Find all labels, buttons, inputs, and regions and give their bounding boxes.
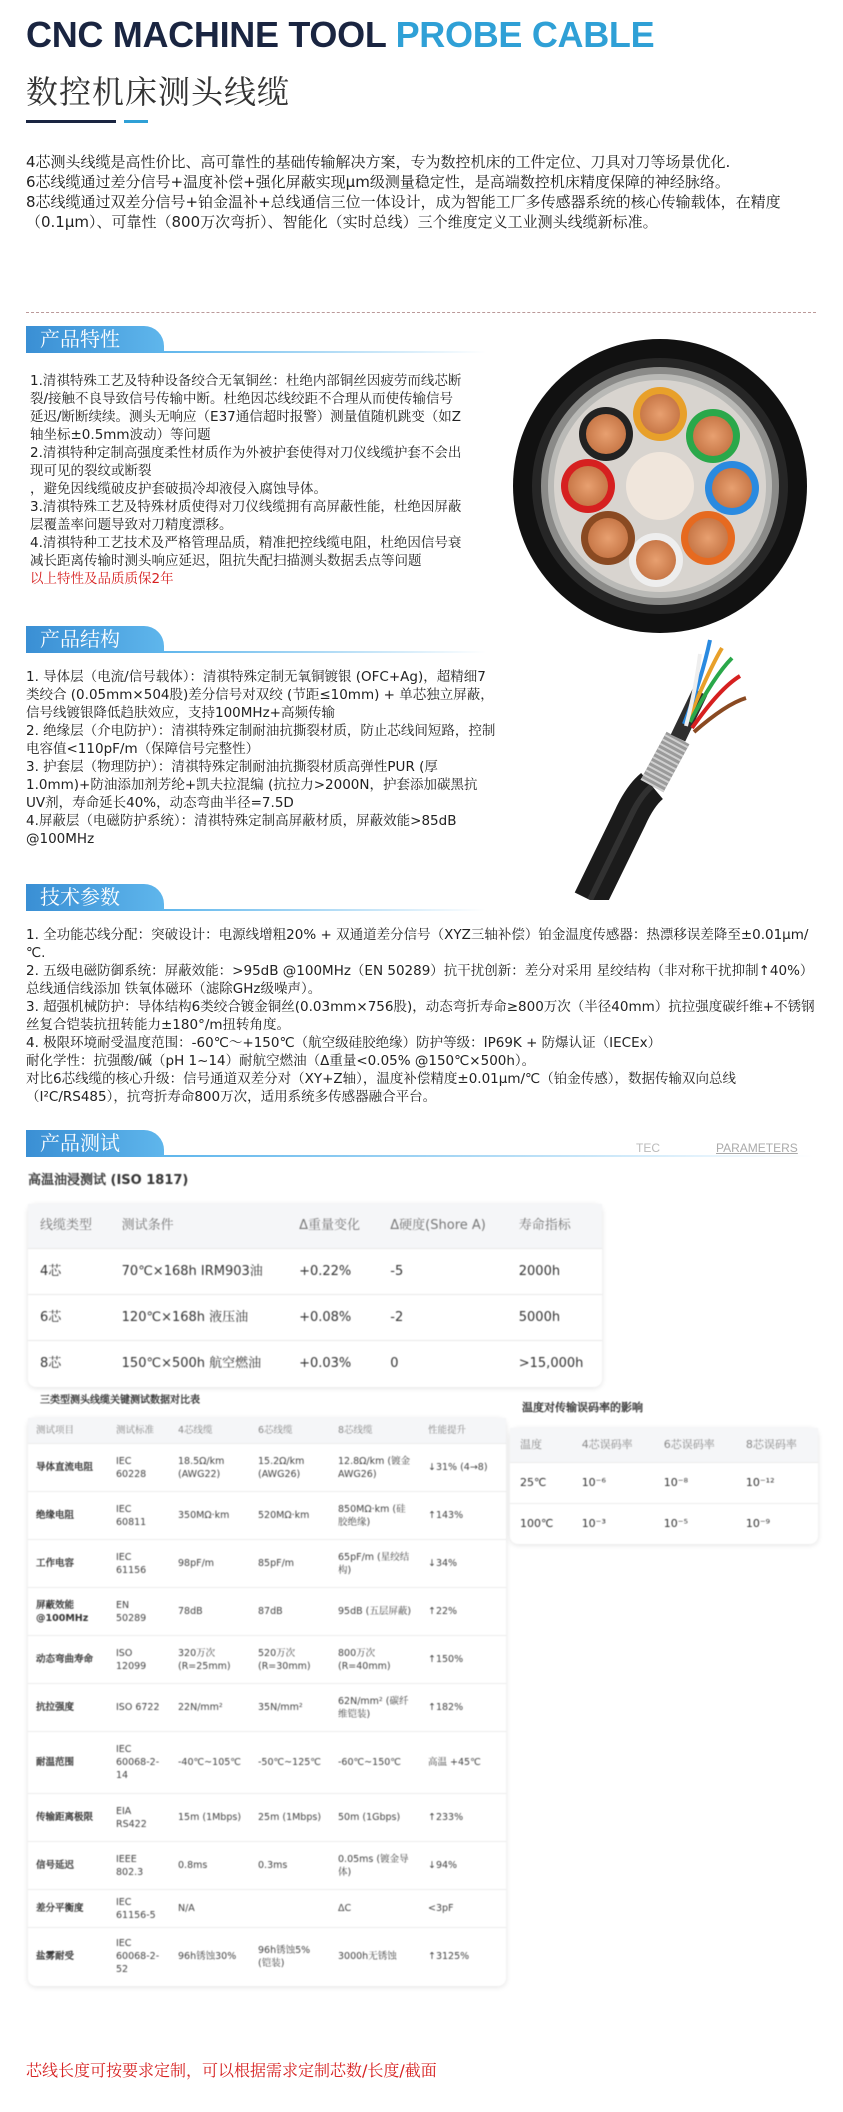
column-header: 温度 (510, 1428, 572, 1463)
table-row (510, 1504, 818, 1545)
tab-tec[interactable]: TEC (636, 1141, 660, 1155)
table-cell: 3000h无锈蚀 (330, 1928, 420, 1986)
structure-item: 4.屏蔽层（电磁防护系统）：清祺特殊定制高屏蔽材质，屏蔽效能>85dB @100MHz (26, 813, 457, 847)
table-cell: 25m (1Mbps) (250, 1794, 330, 1842)
table-row (28, 1794, 506, 1842)
table-row (28, 1341, 602, 1387)
table-cell: 65pF/m (星绞结构) (330, 1540, 420, 1588)
immersion-table-card (28, 1204, 602, 1387)
table-cell: 10⁻³ (572, 1504, 654, 1545)
table-cell: 87dB (250, 1588, 330, 1636)
table-cell: 98pF/m (170, 1540, 250, 1588)
intro-text (26, 152, 816, 232)
table-cell: 25℃ (510, 1463, 572, 1504)
column-header: 寿命指标 (507, 1204, 602, 1249)
table-cell: 10⁻⁹ (736, 1504, 818, 1545)
table-cell: 850MΩ·km (硅胶绝缘) (330, 1492, 420, 1540)
table-row (28, 1249, 602, 1295)
table-cell: 100℃ (510, 1504, 572, 1545)
table-cell: 320万次 (R=25mm) (170, 1636, 250, 1684)
table-cell: 绝缘电阻 (28, 1492, 108, 1540)
table-cell: EIA RS422 (108, 1794, 170, 1842)
table-cell: ↑3125% (420, 1928, 506, 1986)
column-header: 线缆类型 (28, 1204, 110, 1249)
intro-paragraph: 4芯测头线缆是高性价比、高可靠性的基础传输解决方案，专为数控机床的工件定位、刀具对刀等场景优化. (26, 153, 731, 171)
table-cell: ↓94% (420, 1842, 506, 1890)
column-header: 测试条件 (110, 1204, 287, 1249)
table-cell: 15m (1Mbps) (170, 1794, 250, 1842)
table-row (28, 1636, 506, 1684)
warranty-note: 以上特性及品质质保2年 (30, 571, 174, 587)
table-cell: 2000h (507, 1249, 602, 1295)
table-cell: 18.5Ω/km (AWG22) (170, 1444, 250, 1492)
column-header: 8芯误码率 (736, 1428, 818, 1463)
table-cell: 22N/mm² (170, 1684, 250, 1732)
table-cell: 85pF/m (250, 1540, 330, 1588)
compare-table (28, 1418, 506, 1986)
table-cell: ↑150% (420, 1636, 506, 1684)
table-cell: >15,000h (507, 1341, 602, 1387)
table-row (28, 1890, 506, 1928)
table-cell: ↑182% (420, 1684, 506, 1732)
table-cell: -60℃~150℃ (330, 1732, 420, 1794)
table-cell: 4芯 (28, 1249, 110, 1295)
table-row (28, 1588, 506, 1636)
table-cell: IEC 60228 (108, 1444, 170, 1492)
table-cell: -2 (378, 1295, 506, 1341)
column-header: 4芯误码率 (572, 1428, 654, 1463)
table-cell: 传输距离极限 (28, 1794, 108, 1842)
table-cell: +0.22% (287, 1249, 378, 1295)
table-cell: 150℃×500h 航空燃油 (110, 1341, 287, 1387)
table-cell: IEC 60068-2-52 (108, 1928, 170, 1986)
compare-title: 三类型测头线缆关键测试数据对比表 (40, 1395, 200, 1406)
table-row (28, 1540, 506, 1588)
column-header: 测试项目 (28, 1418, 108, 1444)
column-header: 4芯线缆 (170, 1418, 250, 1444)
feature-item: ，避免因线缆破皮护套破损冷却液侵入腐蚀导体。 (30, 481, 327, 497)
section-header-features (26, 326, 486, 353)
table-cell: 抗拉强度 (28, 1684, 108, 1732)
table-cell: 78dB (170, 1588, 250, 1636)
section-header-params (26, 884, 486, 911)
column-header: Δ重量变化 (287, 1204, 378, 1249)
table-cell: 10⁻¹² (736, 1463, 818, 1504)
table-cell: 62N/mm² (碳纤维铠装) (330, 1684, 420, 1732)
table-cell: ↓34% (420, 1540, 506, 1588)
table-cell: 0.05ms (镀金导体) (330, 1842, 420, 1890)
table-cell: 95dB (五层屏蔽) (330, 1588, 420, 1636)
table-cell: ↑143% (420, 1492, 506, 1540)
table-cell: IEEE 802.3 (108, 1842, 170, 1890)
table-cell: ↑22% (420, 1588, 506, 1636)
cable-cross-section-image (510, 336, 810, 636)
intro-paragraph: 6芯线缆通过差分信号+温度补偿+强化屏蔽实现μm级测量稳定性，是高端数控机床精度保障的神经脉络。 (26, 173, 730, 191)
table-cell: 0 (378, 1341, 506, 1387)
table-cell: IEC 61156-5 (108, 1890, 170, 1928)
table-cell: 120℃×168h 液压油 (110, 1295, 287, 1341)
table-cell: 50m (1Gbps) (330, 1794, 420, 1842)
table-cell: 12.8Ω/km (镀金AWG26) (330, 1444, 420, 1492)
column-header: Δ硬度(Shore A) (378, 1204, 506, 1249)
table-cell: 10⁻⁶ (572, 1463, 654, 1504)
table-cell: 520MΩ·km (250, 1492, 330, 1540)
structure-item: 2. 绝缘层（介电防护）：清祺特殊定制耐油抗撕裂材质，防止芯线间短路，控制电容值<110pF/m（保障信号完整性） (26, 723, 496, 757)
structure-item: 1. 导体层（电流/信号载体）：清祺特殊定制无氧铜镀银 (OFC+Ag)，超精细7类绞合 (0.05mm×504股)差分信号对双绞 (节距≤10mm) + 单芯独立屏蔽，信号线镀银降低趋肤效应，支持100MHz+高频传输 (26, 669, 494, 721)
feature-item: 4.清祺特种工艺技术及严格管理品质，精准把控线缆电阻，杜绝因信号衰减长距离传输时测头响应延迟，阻抗失配扫描测头数据丢点等问题 (30, 535, 462, 569)
table-cell: 差分平衡度 (28, 1890, 108, 1928)
table-cell: <3pF (420, 1890, 506, 1928)
error-rate-table (510, 1428, 818, 1544)
table-cell: ↓31% (4→8) (420, 1444, 506, 1492)
title-underline-blue (124, 120, 148, 123)
structure-item: 3. 护套层（物理防护）：清祺特殊定制耐油抗撕裂材质高弹性PUR (厚1.0mm)+防油添加剂芳纶+凯夫拉混编 (抗拉力>2000N，护套添加碳黑抗UV剂，寿命延长40%，动态弯曲半径=7.5D (26, 759, 478, 811)
param-item: 对比6芯线缆的核心升级：信号通道双差分对（XY+Z轴），温度补偿精度±0.01μm/℃（铂金传感），数据传输双向总线（I²C/RS485），抗弯折寿命800万次，适用系统多传感器融合平台。 (26, 1071, 736, 1105)
title-en-dark: CNC MACHINE TOOL (26, 14, 386, 55)
table-row (510, 1463, 818, 1504)
param-item: 耐化学性：抗强酸/碱（pH 1~14）耐航空燃油（Δ重量<0.05% @150℃×500h）。 (26, 1053, 536, 1069)
table-cell: 屏蔽效能 @100MHz (28, 1588, 108, 1636)
table-cell: 0.3ms (250, 1842, 330, 1890)
section-title: 技术参数 (40, 885, 120, 909)
feature-item: 2.清祺特种定制高强度柔性材质作为外被护套使得对刀仪线缆护套不会出现可见的裂纹或断裂 (30, 445, 462, 479)
column-header: 6芯误码率 (654, 1428, 736, 1463)
intro-paragraph: 8芯线缆通过双差分信号+铂金温补+总线通信三位一体设计，成为智能工厂多传感器系统的核心传输载体，在精度（0.1μm）、可靠性（800万次弯折）、智能化（实时总线）三个维度定义工业测头线缆新标准。 (26, 193, 781, 231)
compare-table-card (28, 1418, 506, 1986)
footer-note: 芯线长度可按要求定制，可以根据需求定制芯数/长度/截面 (26, 2061, 437, 2080)
table-cell: 0.8ms (170, 1842, 250, 1890)
table-cell: IEC 60068-2-14 (108, 1732, 170, 1794)
structure-list (26, 668, 496, 848)
table-row (28, 1444, 506, 1492)
table-cell: ISO 12099 (108, 1636, 170, 1684)
table-row (28, 1295, 602, 1341)
table-row (28, 1928, 506, 1986)
table-cell: 8芯 (28, 1341, 110, 1387)
param-item: 1. 全功能芯线分配：突破设计：电源线增粗20% + 双通道差分信号（XYZ三轴补偿）铂金温度传感器：热漂移误差降至±0.01μm/℃. (26, 927, 809, 961)
immersion-title: 高温油浸测试 (ISO 1817) (28, 1173, 189, 1188)
table-cell: 96h锈蚀30% (170, 1928, 250, 1986)
table-cell: 6芯 (28, 1295, 110, 1341)
section-title: 产品特性 (40, 327, 120, 351)
table-row (28, 1492, 506, 1540)
section-title: 产品测试 (40, 1131, 120, 1155)
error-rate-table-card (510, 1428, 818, 1544)
table-cell: +0.08% (287, 1295, 378, 1341)
table-cell: IEC 61156 (108, 1540, 170, 1588)
table-cell: ↑233% (420, 1794, 506, 1842)
table-cell: 盐雾耐受 (28, 1928, 108, 1986)
param-item: 4. 极限环境耐受温度范围：-60℃～+150℃（航空级硅胶绝缘）防护等级：IP69K + 防爆认证（IECEx） (26, 1035, 662, 1051)
immersion-table (28, 1204, 602, 1387)
table-cell: +0.03% (287, 1341, 378, 1387)
table-row (28, 1842, 506, 1890)
table-cell: 信号延迟 (28, 1842, 108, 1890)
feature-item: 1.清祺特殊工艺及特种设备绞合无氧铜丝：杜绝内部铜丝因疲劳而线芯断裂/接触不良导致信号传输中断。杜绝因芯线绞距不合理从而使传输信号延迟/断断续续。测头无响应（E37通信超时报警）测量值随机跳变（如Z轴坐标±0.5mm波动）等问题 (30, 373, 462, 443)
table-cell: 高温 +45℃ (420, 1732, 506, 1794)
table-cell: 350MΩ·km (170, 1492, 250, 1540)
dashed-divider (26, 312, 816, 313)
table-cell: 耐温范围 (28, 1732, 108, 1794)
table-row (28, 1684, 506, 1732)
table-cell: -5 (378, 1249, 506, 1295)
feature-item: 3.清祺特殊工艺及特殊材质使得对刀仪线缆拥有高屏蔽性能，杜绝因屏蔽层覆盖率问题导致对刀精度漂移。 (30, 499, 462, 533)
table-cell: 5000h (507, 1295, 602, 1341)
page-title-en (26, 12, 654, 58)
column-header: 测试标准 (108, 1418, 170, 1444)
table-cell: 10⁻⁸ (654, 1463, 736, 1504)
table-cell: 520万次 (R=30mm) (250, 1636, 330, 1684)
table-cell: -50℃~125℃ (250, 1732, 330, 1794)
tab-parameters[interactable]: PARAMETERS (716, 1141, 798, 1155)
param-item: 3. 超强机械防护：导体结构6类绞合镀金铜丝(0.03mm×756股)，动态弯折寿命≥800万次（半径40mm）抗拉强度碳纤维+不锈钢丝复合铠装抗扭转能力±180°/m扭转角度。 (26, 999, 815, 1033)
table-cell: 96h锈蚀5% (铠装) (250, 1928, 330, 1986)
column-header: 6芯线缆 (250, 1418, 330, 1444)
table-cell: 70℃×168h IRM903油 (110, 1249, 287, 1295)
table-cell (250, 1890, 330, 1928)
section-header-structure (26, 626, 486, 653)
table-cell: 15.2Ω/km (AWG26) (250, 1444, 330, 1492)
param-item: 2. 五级电磁防御系统：屏蔽效能：>95dB @100MHz（EN 50289）抗干扰创新：差分对采用 星绞结构（非对称干扰抑制↑40%）总线通信线添加 铁氧体磁环（滤除GHz级噪声）。 (26, 963, 814, 997)
table-cell: 导体直流电阻 (28, 1444, 108, 1492)
table-row (28, 1732, 506, 1794)
table-cell: 800万次 (R=40mm) (330, 1636, 420, 1684)
page-title-cn: 数控机床测头线缆 (26, 73, 291, 111)
section-title: 产品结构 (40, 627, 120, 651)
section-header-test (26, 1130, 816, 1157)
table-cell: 动态弯曲寿命 (28, 1636, 108, 1684)
title-en-blue: PROBE CABLE (395, 14, 655, 55)
params-list (26, 926, 816, 1106)
column-header: 性能提升 (420, 1418, 506, 1444)
features-list (30, 372, 466, 588)
stripped-cable-image (560, 628, 750, 900)
error-rate-title: 温度对传输误码率的影响 (522, 1401, 643, 1414)
table-cell: 10⁻⁵ (654, 1504, 736, 1545)
table-cell: 35N/mm² (250, 1684, 330, 1732)
table-cell: 工作电容 (28, 1540, 108, 1588)
table-cell: ΔC (330, 1890, 420, 1928)
table-cell: IEC 60811 (108, 1492, 170, 1540)
table-cell: ISO 6722 (108, 1684, 170, 1732)
table-cell: EN 50289 (108, 1588, 170, 1636)
title-underline-dark (26, 120, 116, 123)
table-cell: -40℃~105℃ (170, 1732, 250, 1794)
table-cell: N/A (170, 1890, 250, 1928)
column-header: 8芯线缆 (330, 1418, 420, 1444)
